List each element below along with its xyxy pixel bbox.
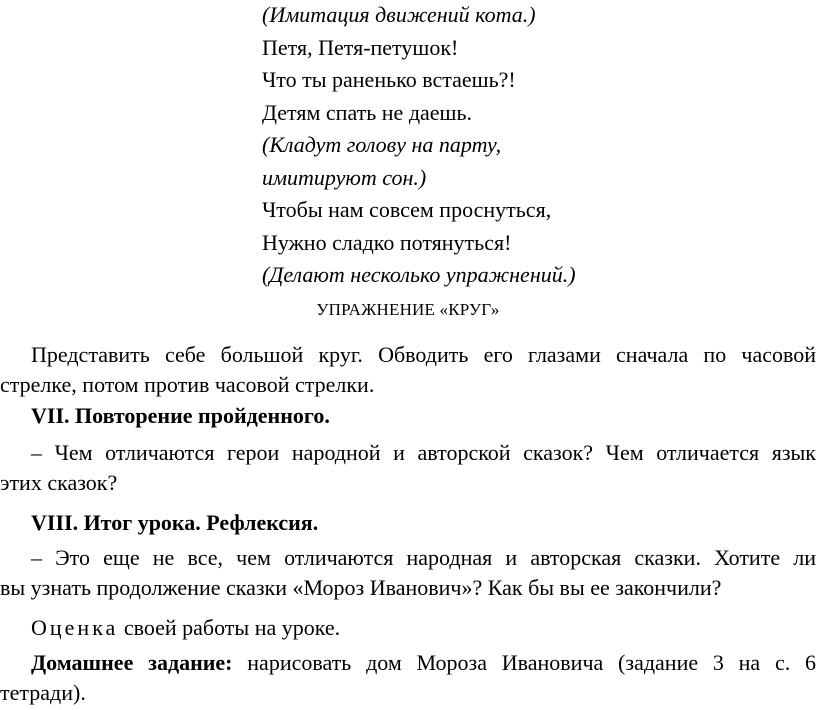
section7-title	[0, 401, 816, 431]
exercise-paragraph	[0, 340, 816, 400]
poem-line-stage-direction: (Кладут голову на парту,	[262, 132, 502, 157]
grade-word: Оценка	[31, 615, 119, 640]
section7-title-text: VII. Повторение пройденного.	[31, 403, 330, 428]
section7-question-line2: этих сказок?	[0, 470, 118, 495]
grade-rest: своей работы на уроке.	[118, 615, 341, 640]
grade-line	[0, 613, 816, 643]
section7-question-line1: – Чем отличаются герои народной и авторской сказок? Чем отличается язык	[31, 440, 816, 465]
poem-line-stage-direction: (Делают несколько упражнений.)	[262, 262, 576, 287]
exercise-text-line2: стрелке, потом против часовой стрелки.	[0, 372, 375, 397]
homework-label: Домашнее задание:	[31, 650, 233, 675]
poem-line-stage-direction: (Имитация движений кота.)	[262, 2, 536, 27]
poem-block	[262, 0, 802, 293]
poem-line: Детям спать не даешь.	[262, 99, 473, 125]
poem-line: Чтобы нам совсем проснуться,	[262, 197, 552, 222]
section8-text	[0, 543, 816, 603]
poem-line: Что ты раненько встаешь?!	[262, 67, 516, 92]
section8-text-line2: вы узнать продолжение сказки «Мороз Иванович»? Как бы вы ее закончили?	[0, 575, 722, 600]
poem-line-stage-direction: имитируют сон.)	[262, 164, 427, 190]
poem-line: Нужно сладко потянуться!	[262, 229, 512, 255]
section8-title	[0, 508, 816, 538]
homework-paragraph	[0, 648, 816, 708]
section8-title-text: VIII. Итог урока. Рефлексия.	[31, 510, 319, 535]
section8-text-line1: – Это еще не все, чем отличаются народная и авторская сказки. Хотите ли	[31, 545, 816, 570]
exercise-heading: УПРАЖНЕНИЕ «КРУГ»	[316, 300, 500, 319]
homework-line1	[0, 648, 816, 678]
grade-paragraph	[0, 613, 816, 643]
section7-question	[0, 438, 816, 498]
homework-text-line1: нарисовать дом Мороза Ивановича (задание 3 на с. 6	[232, 650, 816, 675]
poem-line: Петя, Петя-петушок!	[262, 34, 459, 60]
exercise-text-line1: Представить себе большой круг. Обводить его глазами сначала по часовой	[31, 342, 816, 367]
homework-text-line2: тетради).	[0, 680, 86, 705]
